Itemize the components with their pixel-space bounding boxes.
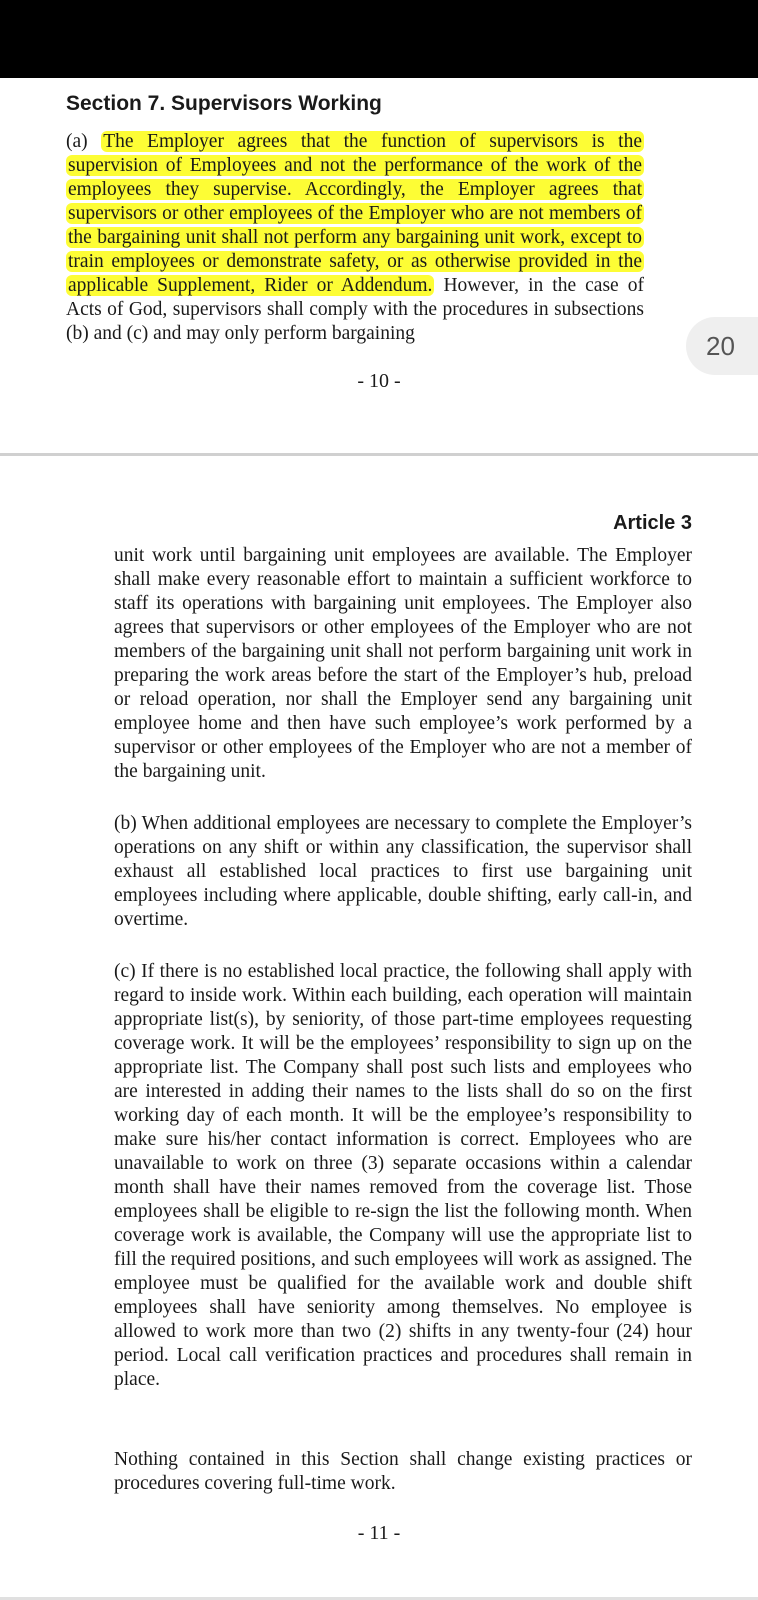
section-heading: Section 7. Supervisors Working xyxy=(66,92,382,115)
page-number-10: - 10 - xyxy=(357,370,401,392)
paragraph-c[interactable]: (c) If there is no established local practice, the following shall apply with regard to inside work. Within each building, each operation will maintain appropriate list(s), by seniority, of those part-time employees requesting coverage work. It will be the employees’ responsibility to sign up on the appropriate list. The Company shall post such lists and employees who are interested in adding their names to the lists shall do so on the first working day of each month. It will be the employee’s responsibility to make sure his/her contact information is correct. Employees who are unavailable to work on three (3) separate occasions within a calendar month shall have their names removed from the coverage list. Those employees shall be eligible to re-sign the list the following month. When coverage work is available, the Company will use the appropriate list to fill the required positions, and such employees will work as assigned. The employee must be qualified for the available work and double shift employees shall have seniority among themselves. No employee is allowed to work more than two (2) shifts in any twenty-four (24) hour period. Local call verification practices and procedures shall remain in place. xyxy=(114,961,692,1390)
paragraph-a-label: (a) xyxy=(66,131,88,152)
article-label: Article 3 xyxy=(613,512,692,534)
paragraph-b[interactable]: (b) When additional employees are necessary to complete the Employer’s operations on any shift or within any classification, the supervisor shall exhaust all established local practices to first use bargaining unit employees including where applicable, double shifting, early call-in, and overtime. xyxy=(114,813,692,930)
page-indicator-badge: 20 xyxy=(686,317,758,375)
page-10[interactable] xyxy=(0,78,758,454)
paragraph-continued[interactable]: unit work until bargaining unit employees are available. The Employer shall make every reasonable effort to maintain a sufficient workforce to staff its operations with bargaining unit employees. The Employer also agrees that supervisors or other employees of the Employer who are not members of the bargaining unit shall not perform bargaining unit work in preparing the work areas before the start of the Employer’s hub, preload or reload operation, nor shall the Employer send any bargaining unit employee home and then have such employee’s work performed by a supervisor or other employees of the Employer who are not a member of the bargaining unit. xyxy=(114,545,692,782)
page-divider xyxy=(0,453,758,456)
page-number-11: - 11 - xyxy=(357,1522,401,1544)
paragraph-a[interactable] xyxy=(66,130,644,346)
paragraph-nothing[interactable]: Nothing contained in this Section shall change existing practices or procedures covering full-time work. xyxy=(114,1449,692,1494)
highlighted-text[interactable]: The Employer agrees that the function of supervisors is the supervision of Employees and not the performance of the work of the employees they supervise. Accordingly, the Employer agrees that supervisors or other employees of the Employer who are not members of the bargaining unit shall not perform any bargaining unit work, except to train employees or demonstrate safety, or as otherwise provided in the applicable Supplement, Rider or Addendum. xyxy=(68,131,642,296)
paragraph-a-rest: However, in the case of Acts of God, supervisors shall comply with the procedures in subsections (b) and (c) and may only perform bargaining xyxy=(66,275,645,344)
status-bar xyxy=(0,0,758,78)
